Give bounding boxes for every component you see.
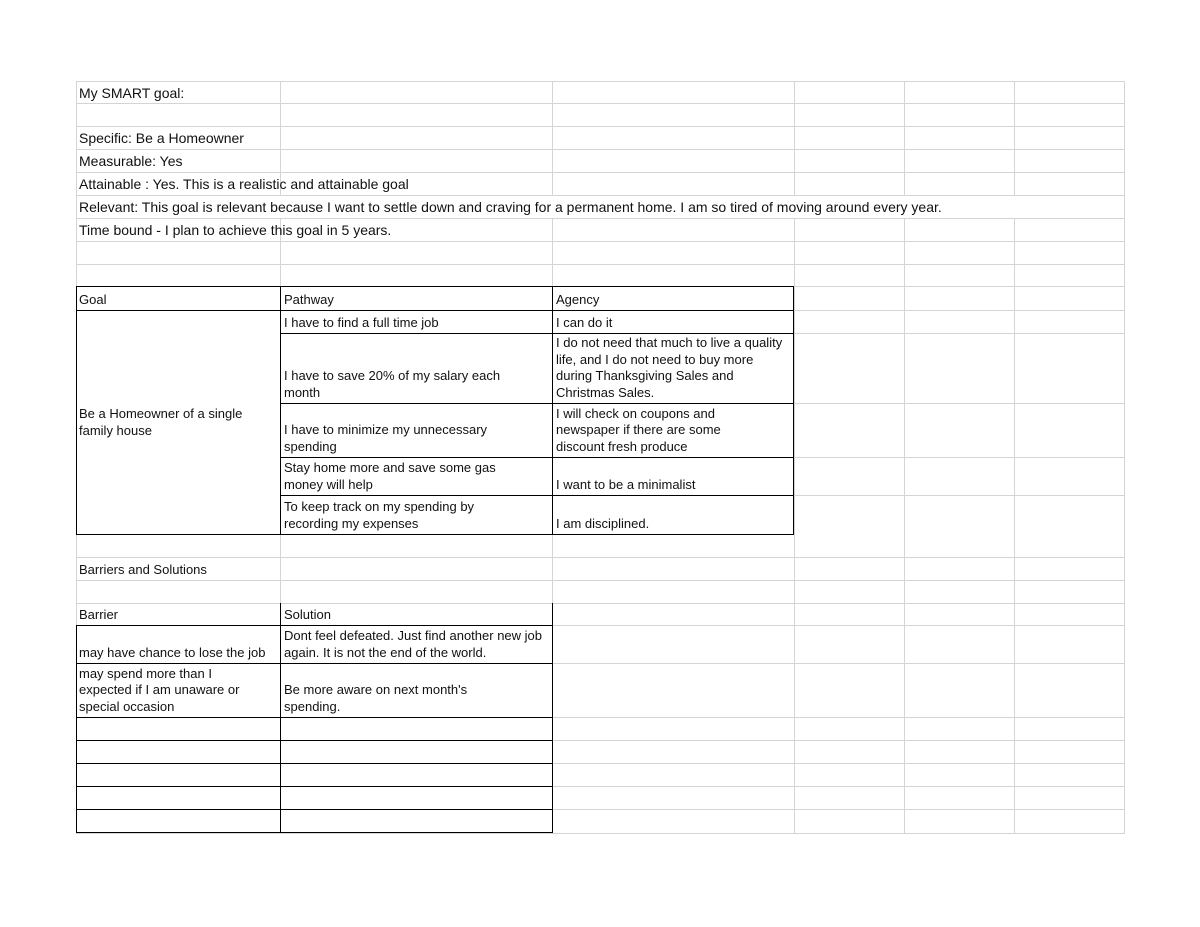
smart-specific: Specific: Be a Homeowner (79, 129, 244, 146)
agency-cell: I do not need that much to live a quality life, and I do not need to buy more during Thanksgiving Sales and Christmas Sales. (556, 335, 783, 400)
gridline (553, 740, 1125, 741)
goal-header: Goal (79, 291, 107, 307)
barrier-header: Barrier (79, 606, 119, 622)
gridline (76, 103, 1125, 104)
gridline (553, 786, 1125, 787)
agency-cell: I will check on coupons and newspaper if there are some discount fresh produce (556, 405, 721, 454)
gridline (794, 218, 795, 834)
smart-measurable: Measurable: Yes (79, 152, 183, 169)
solution-cell: Be more aware on next month's spending. (284, 682, 468, 714)
gridline (553, 809, 1125, 810)
agency-cell: I want to be a minimalist (556, 476, 696, 492)
smart-attainable: Attainable : Yes. This is a realistic and attainable goal (79, 175, 409, 192)
table-border (76, 740, 553, 741)
pathway-cell: To keep track on my spending by recording my expenses (284, 499, 475, 531)
spreadsheet (76, 81, 1125, 834)
gridline (1014, 218, 1015, 834)
table-border (76, 809, 553, 810)
agency-header: Agency (556, 291, 600, 307)
gridline (76, 149, 1125, 150)
pathway-header: Pathway (284, 291, 334, 307)
table-border (76, 534, 794, 535)
pathway-cell: I have to find a full time job (284, 314, 439, 330)
solution-header: Solution (284, 606, 331, 622)
smart-time-bound: Time bound - I plan to achieve this goal in 5 years. (79, 221, 392, 238)
gridline (76, 81, 1125, 82)
gridline (794, 403, 1125, 404)
pathway-cell: I have to minimize my unnecessary spending (284, 422, 488, 454)
pathway-cell: I have to save 20% of my salary each month (284, 368, 501, 400)
table-border (552, 603, 553, 833)
gridline (76, 264, 1125, 265)
gridline (794, 81, 795, 195)
table-border (76, 763, 553, 764)
gridline (553, 625, 1125, 626)
table-border (76, 786, 553, 787)
gridline (76, 833, 1125, 834)
pathway-cell: Stay home more and save some gas money will help (284, 460, 496, 492)
table-border (76, 832, 553, 833)
solution-cell: Dont feel defeated. Just find another new job again. It is not the end of the world. (284, 628, 543, 660)
barrier-cell: may have chance to lose the job (79, 644, 266, 660)
barriers-title: Barriers and Solutions (79, 561, 207, 577)
gridline (904, 81, 905, 195)
gridline (76, 241, 1125, 242)
gridline (76, 580, 1125, 581)
smart-relevant: Relevant: This goal is relevant because I want to settle down and craving for a permanent home. I am so tired of moving around every year. (79, 198, 942, 215)
gridline (1014, 81, 1015, 195)
barrier-cell: may spend more than I expected if I am unaware or special occasion (79, 665, 240, 714)
table-border (793, 286, 794, 535)
agency-cell: I can do it (556, 314, 613, 330)
gridline (1124, 81, 1125, 834)
goal-cell: Be a Homeowner of a single family house (79, 406, 243, 438)
smart-title: My SMART goal: (79, 84, 185, 101)
gridline (904, 218, 905, 834)
gridline (794, 457, 1125, 458)
gridline (552, 81, 553, 172)
gridline (794, 310, 1125, 311)
gridline (553, 763, 1125, 764)
gridline (553, 663, 1125, 664)
table-border (76, 717, 553, 718)
gridline (552, 172, 553, 195)
agency-cell: I am disciplined. (556, 515, 650, 531)
gridline (553, 717, 1125, 718)
gridline (794, 333, 1125, 334)
gridline (794, 495, 1125, 496)
